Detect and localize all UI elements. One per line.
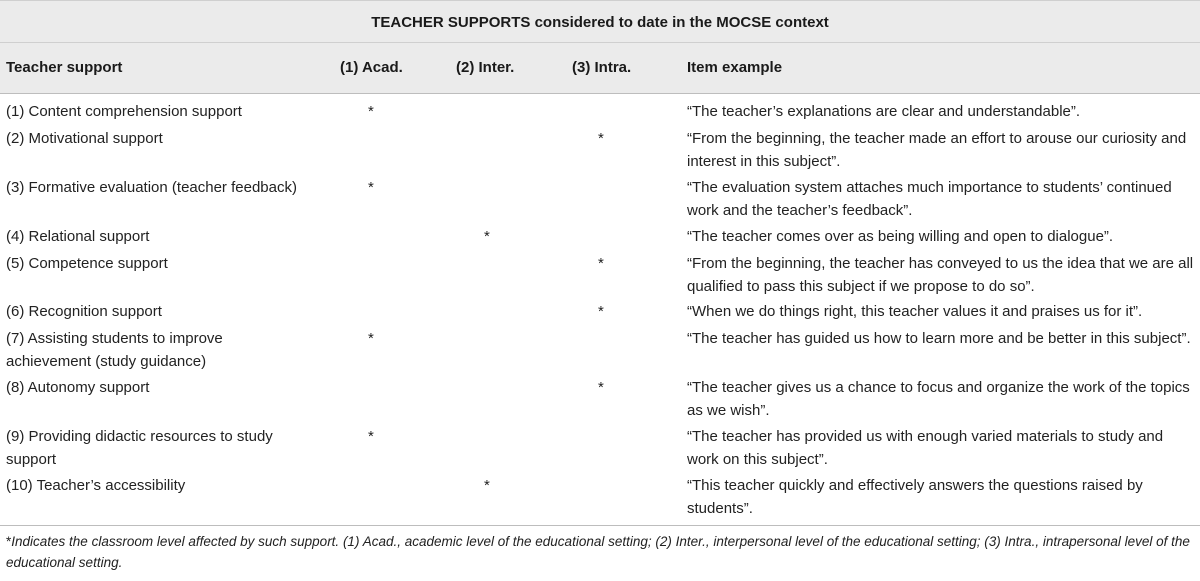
- cell-item: “When we do things right, this teacher values it and praises us for it”.: [687, 303, 1143, 320]
- cell-item: “The evaluation system attaches much importance to students’ continued work and the teacher’s feedback”.: [687, 179, 1172, 219]
- header-inter: (2) Inter.: [456, 59, 515, 76]
- table-body: [0, 93, 1200, 521]
- table-title: [0, 0, 1200, 43]
- cell-inter: *: [484, 228, 490, 245]
- cell-acad: *: [368, 330, 374, 347]
- header-teacher-support: Teacher support: [6, 59, 123, 76]
- table-header: [0, 42, 1200, 94]
- cell-intra: *: [598, 303, 604, 320]
- cell-item: “The teacher has guided us how to learn more and be better in this subject”.: [687, 330, 1191, 347]
- table-footnote: [0, 525, 1200, 581]
- header-item-example: Item example: [687, 59, 783, 76]
- cell-intra: *: [598, 379, 604, 396]
- cell-item: “From the beginning, the teacher made an effort to arouse our curiosity and interest in this subject”.: [687, 130, 1187, 170]
- header-acad: (1) Acad.: [340, 59, 403, 76]
- cell-acad: *: [368, 103, 374, 120]
- cell-item: “From the beginning, the teacher has conveyed to us the idea that we are all qualified to pass this subject if we propose to do so”.: [687, 255, 1194, 295]
- cell-item: “The teacher comes over as being willing and open to dialogue”.: [687, 228, 1114, 245]
- cell-support: (10) Teacher’s accessibility: [6, 477, 186, 494]
- cell-support: (1) Content comprehension support: [6, 103, 242, 120]
- cell-item: “This teacher quickly and effectively answers the questions raised by students”.: [687, 477, 1143, 517]
- cell-acad: *: [368, 179, 374, 196]
- cell-support: (3) Formative evaluation (teacher feedback): [6, 179, 297, 196]
- cell-acad: *: [368, 428, 374, 445]
- cell-support: (4) Relational support: [6, 228, 150, 245]
- table-title-text: TEACHER SUPPORTS considered to date in the MOCSE context: [371, 13, 829, 31]
- cell-item: “The teacher has provided us with enough varied materials to study and work on this subject”.: [687, 428, 1164, 468]
- cell-item: “The teacher gives us a chance to focus and organize the work of the topics as we wish”.: [687, 379, 1190, 419]
- cell-intra: *: [598, 255, 604, 272]
- cell-support: (9) Providing didactic resources to study support: [6, 428, 273, 468]
- footnote-text: Indicates the classroom level affected by such support. (1) Acad., academic level of the educational setting; (2) Inter., interpersonal level of the educational setting; (3) Intra., intrapersonal level of the educational setting.: [6, 534, 1190, 570]
- cell-item: “The teacher’s explanations are clear and understandable”.: [687, 103, 1081, 120]
- cell-inter: *: [484, 477, 490, 494]
- cell-intra: *: [598, 130, 604, 147]
- cell-support: (5) Competence support: [6, 255, 168, 272]
- footnote-marker: *: [6, 534, 12, 549]
- cell-support: (7) Assisting students to improve achievement (study guidance): [6, 330, 223, 370]
- cell-support: (6) Recognition support: [6, 303, 162, 320]
- header-intra: (3) Intra.: [572, 59, 632, 76]
- cell-support: (8) Autonomy support: [6, 379, 150, 396]
- cell-support: (2) Motivational support: [6, 130, 163, 147]
